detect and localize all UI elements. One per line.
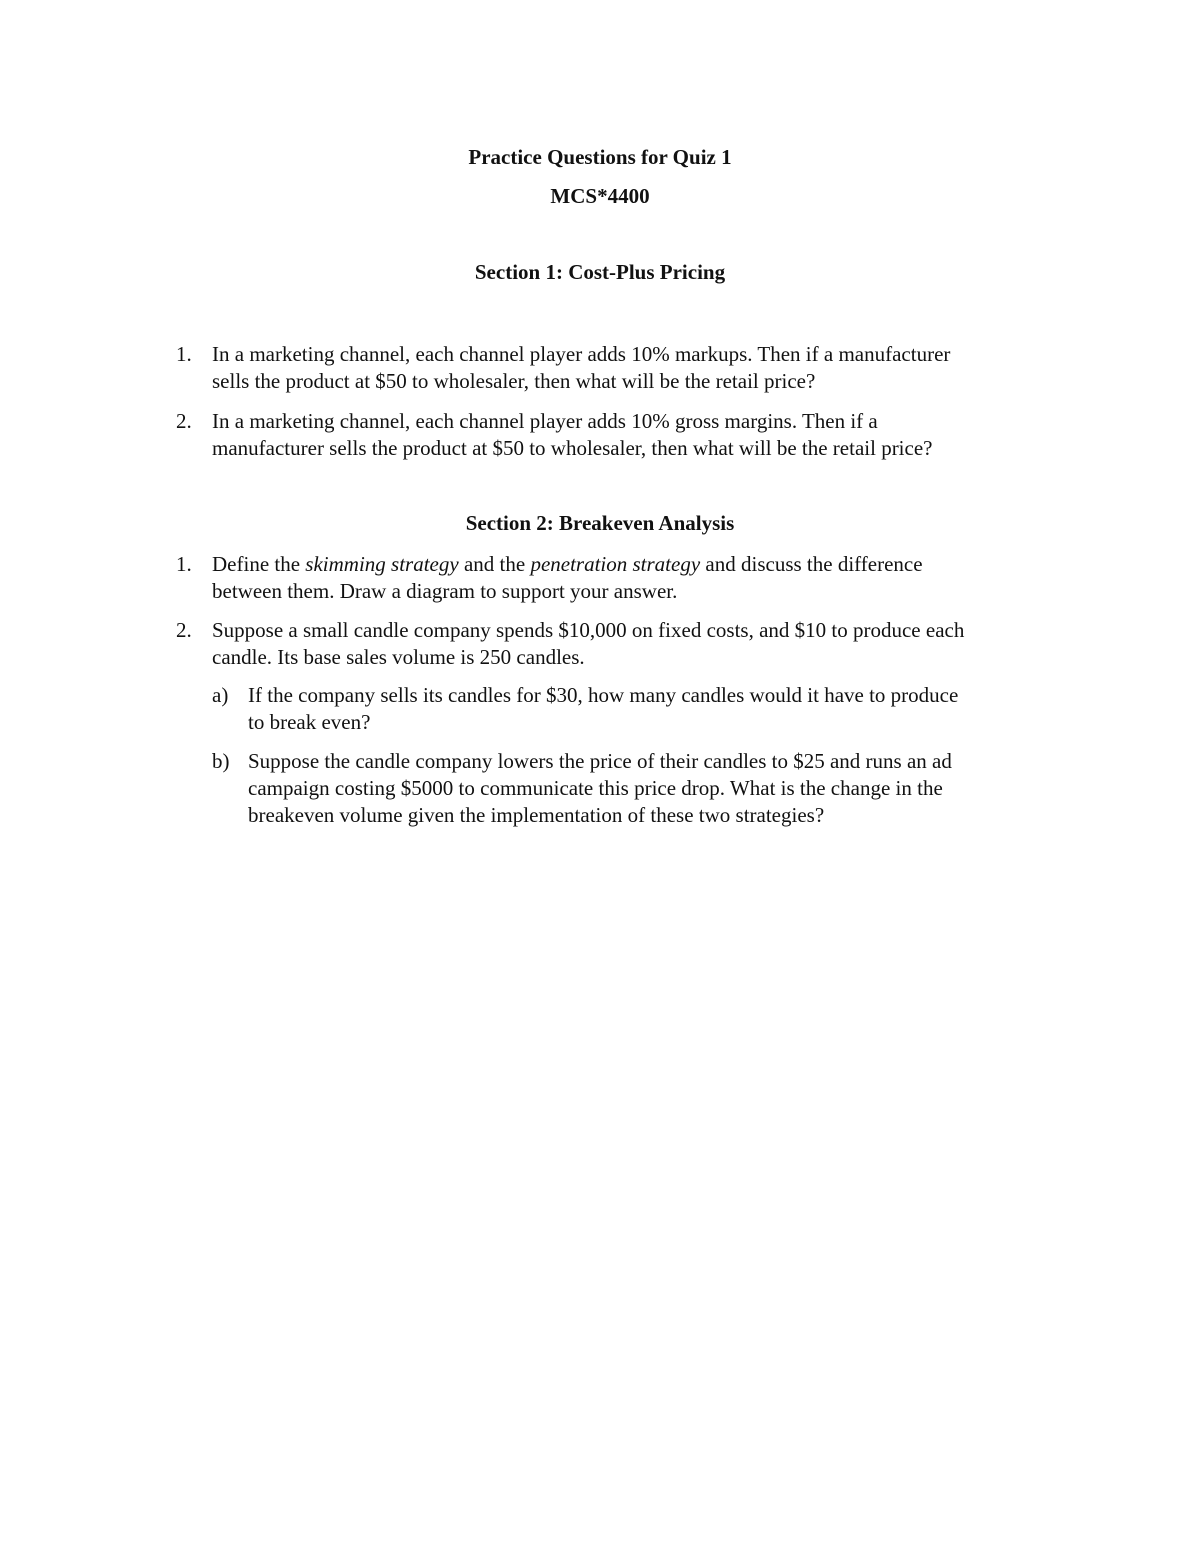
- question-text-line: Suppose a small candle company spends $10,000 on fixed costs, and $10 to produce each: [212, 618, 965, 642]
- question-text-line: campaign costing $5000 to communicate this price drop. What is the change in the: [248, 776, 943, 800]
- question-text-line: In a marketing channel, each channel player adds 10% markups. Then if a manufacturer: [212, 342, 951, 366]
- section2-heading: Section 2: Breakeven Analysis: [465, 511, 735, 535]
- question-text-line: sells the product at $50 to wholesaler, then what will be the retail price?: [212, 369, 816, 393]
- question-text-line: If the company sells its candles for $30, how many candles would it have to produce: [248, 683, 959, 707]
- question-text-part: and the: [458, 552, 531, 576]
- subquestion-label: b): [212, 749, 230, 773]
- term-skimming-strategy: skimming strategy: [305, 552, 459, 576]
- question-text-line: Suppose the candle company lowers the price of their candles to $25 and runs an ad: [248, 749, 952, 773]
- question-text-line: manufacturer sells the product at $50 to wholesaler, then what will be the retail price?: [212, 436, 933, 460]
- question-text-line: to break even?: [248, 710, 371, 734]
- question-text-line: [212, 551, 923, 578]
- question-text-line: candle. Its base sales volume is 250 candles.: [212, 645, 585, 669]
- question-text-line: breakeven volume given the implementation of these two strategies?: [248, 803, 825, 827]
- term-penetration-strategy: penetration strategy: [530, 552, 701, 576]
- question-text-part: Define the: [212, 552, 306, 576]
- question-text-part: and discuss the difference: [700, 552, 923, 576]
- question-text-line: In a marketing channel, each channel player adds 10% gross margins. Then if a: [212, 409, 878, 433]
- question-number: 2.: [176, 409, 192, 433]
- document-title: Practice Questions for Quiz 1: [468, 145, 732, 169]
- question-number: 1.: [176, 342, 192, 366]
- question-text-line: between them. Draw a diagram to support your answer.: [212, 579, 678, 603]
- question-number: 2.: [176, 618, 192, 642]
- course-code: MCS*4400: [550, 184, 650, 208]
- question-number: 1.: [176, 552, 192, 576]
- subquestion-label: a): [212, 683, 229, 707]
- section1-heading: Section 1: Cost-Plus Pricing: [474, 260, 726, 284]
